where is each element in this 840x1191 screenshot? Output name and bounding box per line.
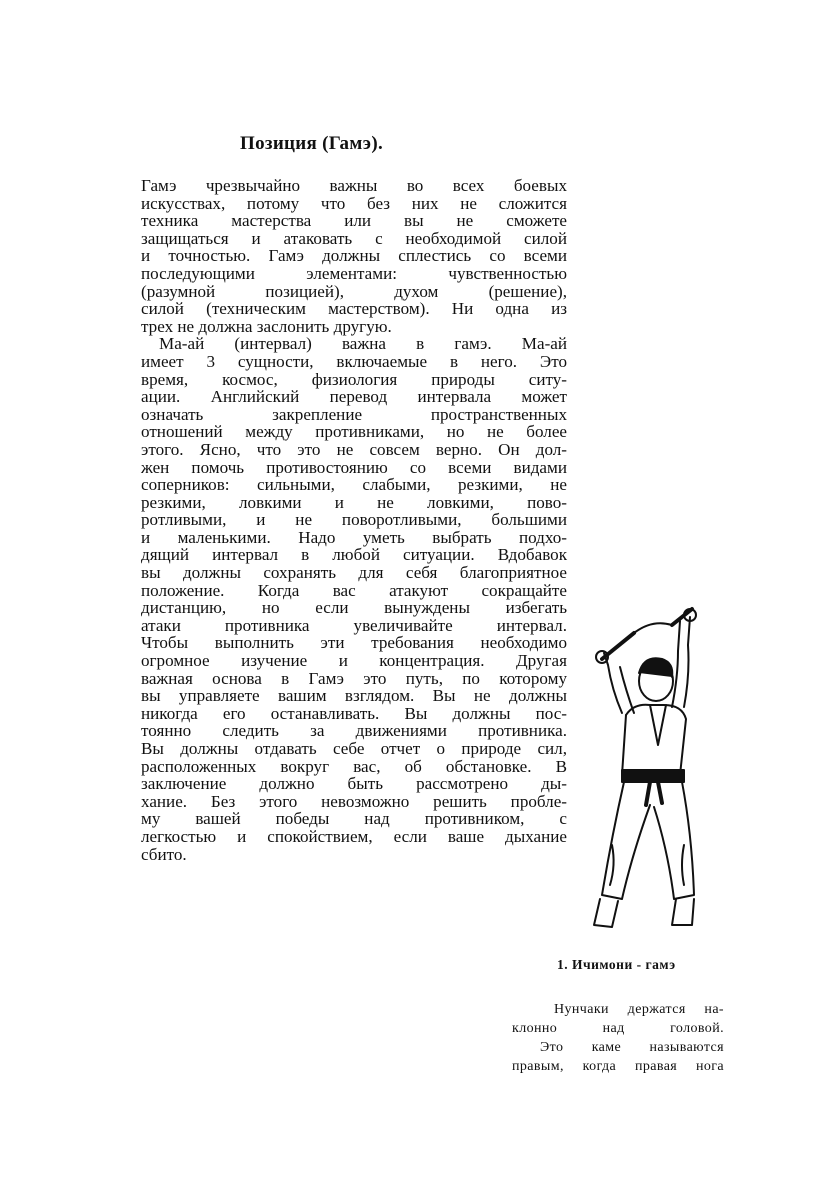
note-line: правым, когда правая нога xyxy=(512,1059,724,1074)
body-line: трех не должна заслонить другую. xyxy=(141,316,392,336)
martial-artist-illustration xyxy=(572,595,722,945)
body-line: резкими, ловкими и не ловкими, пово- xyxy=(141,492,567,512)
body-line: тоянно следить за движениями противника. xyxy=(141,721,567,741)
body-line: означать закрепление пространственных xyxy=(141,404,567,424)
body-line: отношений между противниками, но не более xyxy=(141,422,567,442)
section-heading: Позиция (Гамэ). xyxy=(240,133,383,154)
body-line: атаки противника увеличивайте интервал. xyxy=(141,615,567,635)
body-line: огромное изучение и концентрация. Другая xyxy=(141,651,567,671)
body-line: дистанцию, но если вынуждены избегать xyxy=(141,598,567,618)
body-line: ации. Английский перевод интервала может xyxy=(141,387,567,407)
body-line: и маленькими. Надо уметь выбрать подхо- xyxy=(141,527,567,547)
body-line: никогда его останавливать. Вы должны пос- xyxy=(141,703,567,723)
body-line: последующими элементами: чувственностью xyxy=(141,263,567,283)
body-line: Чтобы выполнить эти требования необходимо xyxy=(141,633,567,653)
body-line: защищаться и атаковать с необходимой силой xyxy=(141,228,567,248)
note-line: Это каме называются xyxy=(540,1040,724,1055)
body-line: Вы должны отдавать себе отчет о природе сил, xyxy=(141,739,567,758)
body-line: хание. Без этого невозможно решить пробле- xyxy=(141,791,567,811)
body-line: соперников: сильными, слабыми, резкими, не xyxy=(141,475,567,495)
body-line: (разумной позицией), духом (решение), xyxy=(141,281,567,301)
body-line: этого. Ясно, что это не совсем верно. Он дол- xyxy=(141,439,567,459)
body-line: расположенных вокруг вас, об обстановке. В xyxy=(141,756,567,776)
body-line: время, космос, физиология природы ситу- xyxy=(141,369,567,389)
body-line: дящий интервал в любой ситуации. Вдобавок xyxy=(141,545,567,565)
body-line: Ма-ай (интервал) важна в гамэ. Ма-ай xyxy=(159,334,567,354)
body-line: искусствах, потому что без них не сложится xyxy=(141,193,567,213)
body-line: жен помочь противостоянию со всеми видами xyxy=(141,457,567,477)
body-line: легкостью и спокойствием, если ваше дыхание xyxy=(141,826,567,846)
body-line: вы управляете вашим взглядом. Вы не должны xyxy=(141,686,567,706)
body-line: вы должны сохранять для себя благоприятное xyxy=(141,563,567,583)
body-text xyxy=(141,177,567,863)
body-line: сбито. xyxy=(141,844,187,864)
body-line: му вашей победы над противником, с xyxy=(141,809,567,829)
body-line: техника мастерства или вы не сможете xyxy=(141,211,567,231)
side-note xyxy=(512,1000,724,1076)
body-line: и точностью. Гамэ должны сплестись со всеми xyxy=(141,246,567,266)
body-line: силой (техническим мастерством). Ни одна из xyxy=(141,299,567,319)
body-line: важная основа в Гамэ это путь, по которому xyxy=(141,668,567,688)
body-line: положение. Когда вас атакуют сокращайте xyxy=(141,580,567,600)
body-line: заключение должно быть рассмотрено ды- xyxy=(141,774,567,794)
note-line: клонно над головой. xyxy=(512,1021,724,1036)
note-line: Нунчаки держатся на- xyxy=(554,1002,724,1017)
body-line: Гамэ чрезвычайно важны во всех боевых xyxy=(141,176,567,195)
body-line: ротливыми, и не поворотливыми, большими xyxy=(141,510,567,530)
body-line: имеет 3 сущности, включаемые в него. Это xyxy=(141,351,567,371)
figure-caption: 1. Ичимони - гамэ xyxy=(557,957,676,972)
